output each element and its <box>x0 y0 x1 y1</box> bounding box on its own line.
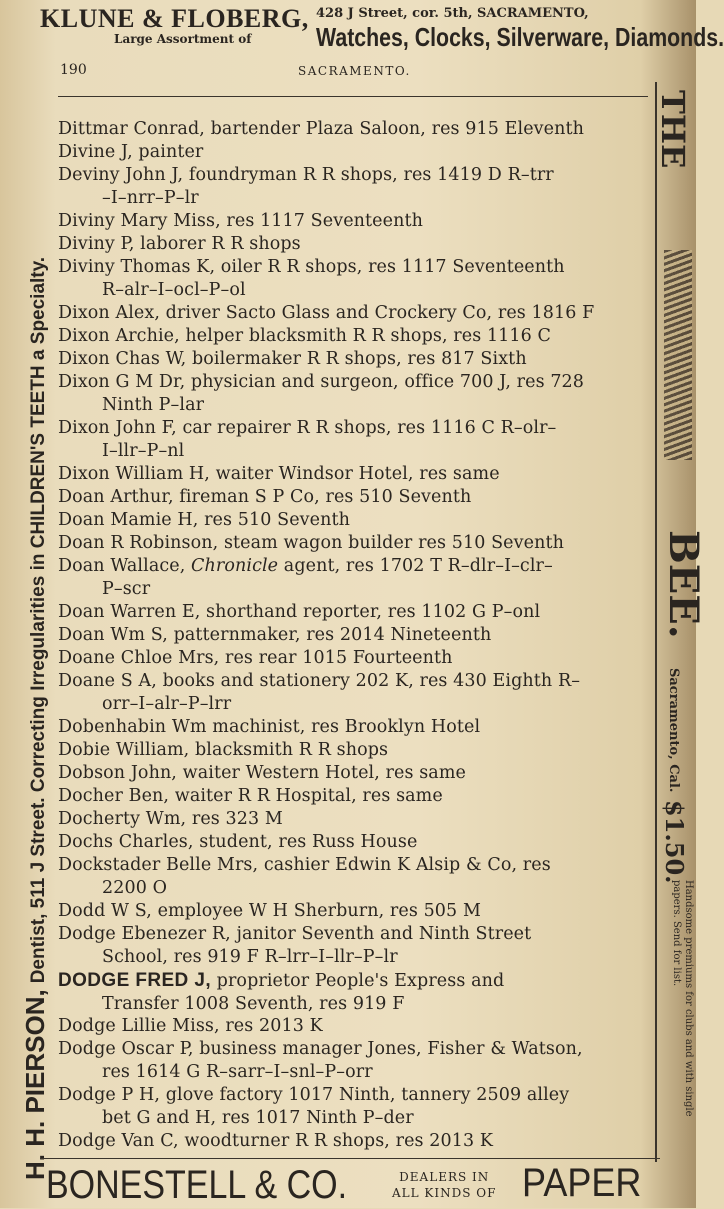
bottom-ad-dealers <box>392 1169 496 1201</box>
directory-entry <box>58 808 654 831</box>
entry-line-2: bet G and H, res 1017 Ninth P–der <box>102 1108 414 1128</box>
entry-line-1: Diviny Mary Miss, res 1117 Seventeenth <box>58 211 423 231</box>
directory-entry <box>58 1130 654 1153</box>
left-ad-text: Dentist, 511 J Street. Correcting Irregularities in CHILDREN'S TEETH a Specialty. <box>28 256 49 984</box>
entry-line-1: Dodge Oscar P, business manager Jones, Fisher & Watson, <box>58 1039 583 1059</box>
entry-line-1: Deviny John J, foundryman R R shops, res 1419 D R–trr <box>58 165 554 185</box>
dealers-line-1: DEALERS IN <box>399 1170 490 1184</box>
entry-line-1: Dixon Chas W, boilermaker R R shops, res 817 Sixth <box>58 349 527 369</box>
entry-line-1: Divine J, painter <box>58 142 204 162</box>
entry-text: Doan Wallace, <box>58 556 192 576</box>
entry-line-1: Doane Chloe Mrs, res rear 1015 Fourteenth <box>58 648 453 668</box>
entry-line-1: Dodge Ebenezer R, janitor Seventh and Ninth Street <box>58 924 532 944</box>
directory-entry <box>58 854 654 900</box>
bottom-ad-company: BONESTELL & CO. <box>46 1163 348 1207</box>
directory-entry <box>58 118 654 141</box>
ad-wares: Watches, Clocks, Silverware, Diamonds. <box>316 22 724 52</box>
page-city: SACRAMENTO. <box>298 64 411 78</box>
directory-entry <box>58 739 654 762</box>
directory-entry <box>58 1015 654 1038</box>
directory-entry <box>58 210 654 233</box>
entry-text: agent, res 1702 T R–dlr–I–clr– <box>278 556 553 576</box>
entry-line-1 <box>58 556 553 576</box>
entry-line-1: Dobenhabin Wm machinist, res Brooklyn Hotel <box>58 717 481 737</box>
entry-line-1: Dixon William H, waiter Windsor Hotel, res same <box>58 464 500 484</box>
entry-line-1: Dodd W S, employee W H Sherburn, res 505 M <box>58 901 481 921</box>
entry-line-2: res 1614 G R–sarr–I–snl–P–orr <box>102 1062 373 1082</box>
directory-entry <box>58 647 654 670</box>
entry-line-1: Dixon G M Dr, physician and surgeon, office 700 J, res 728 <box>58 372 585 392</box>
entry-line-1: Dixon Archie, helper blacksmith R R shops, res 1116 C <box>58 326 552 346</box>
directory-listings <box>58 118 654 1153</box>
directory-entry <box>58 785 654 808</box>
directory-entry <box>58 532 654 555</box>
header-rule <box>58 96 648 97</box>
entry-italic-text: Chronicle <box>191 556 279 576</box>
directory-entry <box>58 1038 654 1084</box>
right-ad-city: Sacramento, Cal. <box>666 668 681 793</box>
directory-entry <box>58 969 654 1015</box>
right-ad-price: $1.50. <box>660 800 689 884</box>
entry-line-1: Dodge Van C, woodturner R R shops, res 2013 K <box>58 1131 494 1151</box>
entry-line-1: Docherty Wm, res 323 M <box>58 809 283 829</box>
entry-line-2: P–scr <box>102 579 151 599</box>
entry-line-2: –I–nrr–P–lr <box>102 188 199 208</box>
entry-line-1: Dodge P H, glove factory 1017 Ninth, tannery 2509 alley <box>58 1085 570 1105</box>
top-advertisement <box>36 2 724 52</box>
entry-line-1: Dockstader Belle Mrs, cashier Edwin K Alsip & Co, res <box>58 855 551 875</box>
directory-entry <box>58 302 654 325</box>
entry-line-1: Dixon John F, car repairer R R shops, res 1116 C R–olr– <box>58 418 557 438</box>
right-ad-the: THE <box>654 90 692 169</box>
entry-line-2: School, res 919 F R–lrr–I–llr–P–lr <box>102 947 398 967</box>
entry-line-1 <box>58 971 504 991</box>
directory-entry <box>58 670 654 716</box>
right-ad-bee: BEE. <box>660 530 707 639</box>
directory-entry <box>58 486 654 509</box>
directory-entry <box>58 417 654 463</box>
entry-line-1: Doan R Robinson, steam wagon builder res 510 Seventh <box>58 533 564 553</box>
running-header <box>60 62 650 82</box>
entry-line-1: Diviny P, laborer R R shops <box>58 234 301 254</box>
entry-line-1: Dodge Lillie Miss, res 2013 K <box>58 1016 323 1036</box>
entry-line-1: Doan Warren E, shorthand reporter, res 1102 G P–onl <box>58 602 541 622</box>
entry-line-1: Dobson John, waiter Western Hotel, res same <box>58 763 466 783</box>
entry-text: proprietor People's Express and <box>211 971 505 991</box>
directory-entry <box>58 624 654 647</box>
entry-line-2: R–alr–I–ocl–P–ol <box>102 280 246 300</box>
entry-line-1: Doan Mamie H, res 510 Seventh <box>58 510 350 530</box>
ad-assortment: Large Assortment of <box>114 32 252 46</box>
directory-entry <box>58 923 654 969</box>
entry-line-2: orr–I–alr–P–lrr <box>102 694 232 714</box>
ad-brand: KLUNE & FLOBERG, <box>40 4 309 33</box>
entry-line-1: Doan Arthur, fireman S P Co, res 510 Seventh <box>58 487 472 507</box>
entry-line-2: Ninth P–lar <box>102 395 205 415</box>
engraving-illustration <box>664 250 692 460</box>
directory-entry <box>58 371 654 417</box>
entry-line-1: Dobie William, blacksmith R R shops <box>58 740 389 760</box>
bottom-ad-paper: PAPER <box>522 1161 642 1205</box>
directory-entry <box>58 256 654 302</box>
directory-entry <box>58 325 654 348</box>
directory-entry <box>58 141 654 164</box>
entry-line-1: Dittmar Conrad, bartender Plaza Saloon, res 915 Eleventh <box>58 119 585 139</box>
directory-entry <box>58 1084 654 1130</box>
entry-line-1: Doane S A, books and stationery 202 K, res 430 Eighth R– <box>58 671 581 691</box>
entry-line-1: Dochs Charles, student, res Russ House <box>58 832 418 852</box>
directory-entry <box>58 900 654 923</box>
entry-line-2: I–llr–P–nl <box>102 441 185 461</box>
ad-address: 428 J Street, cor. 5th, SACRAMENTO, <box>316 6 589 21</box>
directory-entry <box>58 601 654 624</box>
right-ad-small-print: Handsome premiums for clubs and with single papers. Send for list. <box>671 880 694 1117</box>
left-ad-name: H. H. PIERSON, <box>20 989 50 1180</box>
entry-line-1: Doan Wm S, patternmaker, res 2014 Nineteenth <box>58 625 492 645</box>
left-side-advertisement <box>20 60 60 1180</box>
entry-line-1: Docher Ben, waiter R R Hospital, res same <box>58 786 443 806</box>
directory-entry <box>58 463 654 486</box>
entry-line-1: Dixon Alex, driver Sacto Glass and Crockery Co, res 1816 F <box>58 303 595 323</box>
directory-entry <box>58 555 654 601</box>
entry-line-2: 2200 O <box>102 878 168 898</box>
entry-line-1: Diviny Thomas K, oiler R R shops, res 1117 Seventeenth <box>58 257 565 277</box>
directory-entry <box>58 348 654 371</box>
directory-entry <box>58 716 654 739</box>
page-number: 190 <box>60 62 87 78</box>
entry-bold-name: DODGE FRED J, <box>58 970 211 991</box>
dealers-line-2: ALL KINDS OF <box>392 1186 497 1200</box>
directory-entry <box>58 509 654 532</box>
directory-entry <box>58 164 654 210</box>
bottom-advertisement <box>40 1158 660 1209</box>
directory-entry <box>58 831 654 854</box>
directory-entry <box>58 762 654 785</box>
directory-entry <box>58 233 654 256</box>
entry-line-2: Transfer 1008 Seventh, res 919 F <box>102 994 405 1014</box>
